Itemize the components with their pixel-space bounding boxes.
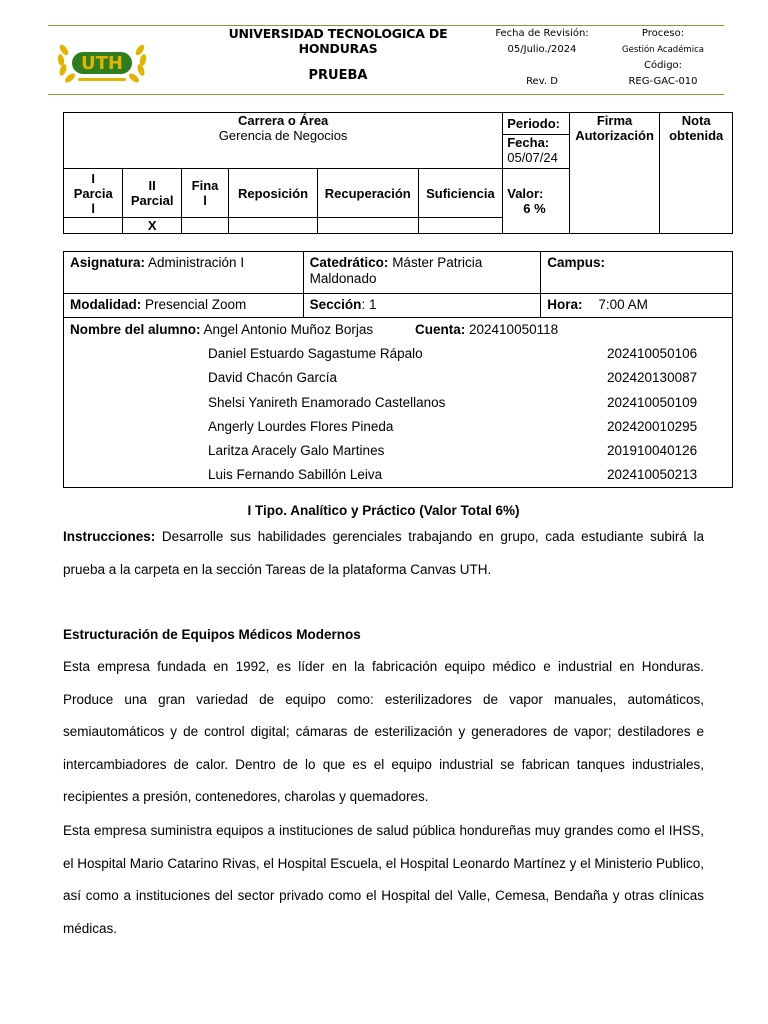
case-title: Estructuración de Equipos Médicos Modernos (63, 627, 361, 642)
student-name-cell (70, 346, 553, 362)
fecha-value: 05/07/24 (507, 150, 558, 165)
seccion-cell (303, 294, 541, 318)
valor-value: 6 % (523, 201, 546, 216)
student-name-cell (70, 370, 553, 386)
case-paragraph-1: Esta empresa fundada en 1992, es líder en la fabricación equipo médico e industrial en Honduras. Produce una gran variedad de equipo como: esterilizadores de vapor manuales, automáticos, semiautomáticos y de control digital; cámaras de esterilización y generadores de vapor; destiladores e intercambiadores de calor. Dentro de lo que es el equipo industrial se fabrican tanques industriales, recipientes a presión, contenedores, charolas y quemadores. (63, 659, 704, 804)
code-label: Código: (643, 60, 683, 71)
student-row (70, 439, 726, 463)
modalidad-label: Modalidad: (70, 297, 142, 312)
student-name: Angel Antonio Muñoz Borjas (203, 322, 374, 338)
col-final: Fina l (181, 169, 228, 218)
mark-i-parcial (64, 218, 123, 234)
col-ii-parcial: II Parcial (123, 169, 181, 218)
mark-reposicion (229, 218, 318, 234)
nota-label: Nota obtenida (660, 113, 733, 234)
student-name-cell (70, 467, 553, 483)
campus-label: Campus: (547, 255, 606, 270)
catedratico-label: Catedrático: (309, 255, 389, 270)
hora-cell (541, 294, 733, 318)
student-account: 202410050118 (469, 322, 559, 338)
student-row (70, 342, 726, 366)
process-label: Proceso: (641, 28, 685, 39)
revision-date-label: Fecha de Revisión: (495, 28, 589, 39)
col-i-parcial: I Parcia l (64, 169, 123, 218)
area-cell (64, 113, 503, 169)
process-value: Gestión Académica (622, 45, 704, 55)
area-value: Gerencia de Negocios (218, 128, 348, 143)
catedratico-cell (303, 252, 541, 294)
asignatura-value: Administración I (148, 255, 245, 270)
university-name: UNIVERSIDAD TECNOLOGICA DE HONDURAS (228, 26, 448, 56)
student-account-cell (553, 467, 697, 483)
case-paragraph-2: Esta empresa suministra equipos a instituciones de salud pública hondureñas muy grandes como el IHSS, el Hospital Mario Catarino Rivas, el Hospital Escuela, el Hospital Leonardo Martínez y el Ministerio Publico, así como a instituciones del sector privado como el Hospital del Valle, Cemesa, Bendaña y otras clínicas médicas. (63, 823, 704, 936)
student-account: 202410050109 (607, 394, 698, 410)
student-name-cell (70, 419, 553, 435)
catedratico-value: Máster Patricia Maldonado (309, 255, 483, 286)
student-name-cell (70, 443, 553, 459)
student-account-cell (553, 370, 697, 386)
course-info-table (63, 251, 733, 488)
periodo-label: Periodo: (503, 113, 569, 135)
mark-final (181, 218, 228, 234)
student-account-cell (553, 443, 697, 459)
process-block (602, 26, 724, 90)
cuenta-label: Cuenta: (415, 322, 466, 338)
document-header (48, 24, 724, 94)
logo-text: UTH (81, 53, 123, 74)
student-account-cell (415, 322, 558, 338)
firma-label: Firma Autorización (569, 113, 660, 234)
fecha-label: Fecha: (507, 135, 550, 150)
instructions-text: Desarrolle sus habilidades gerenciales trabajando en grupo, cada estudiante subirá la prueba a la carpeta en la sección Tareas de la plataforma Canvas UTH. (63, 529, 704, 577)
section-title: I Tipo. Analítico y Práctico (Valor Total 6%) (247, 503, 520, 518)
student-name-cell (70, 322, 415, 338)
student-account: 202420010295 (607, 418, 698, 434)
area-label: Carrera o Área (237, 113, 329, 128)
student-row (70, 463, 726, 487)
student-name: Angerly Lourdes Flores Pineda (208, 418, 394, 434)
code-value: REG-GAC-010 (628, 76, 698, 87)
col-reposicion: Reposición (229, 169, 318, 218)
revision-number: Rev. D (526, 76, 558, 87)
student-name: Daniel Estuardo Sagastume Rápalo (208, 346, 423, 362)
mark-suficiencia (418, 218, 503, 234)
col-recuperacion: Recuperación (317, 169, 418, 218)
uth-logo (54, 32, 150, 90)
asignatura-cell (64, 252, 304, 294)
valor-label: Valor: (507, 186, 544, 201)
seccion-label: Sección (309, 297, 362, 312)
student-account-cell (553, 395, 697, 411)
mark-ii-parcial: X (123, 218, 181, 234)
col-suficiencia: Suficiencia (418, 169, 503, 218)
student-name: Laritza Aracely Galo Martines (208, 443, 385, 459)
student-name: Luis Fernando Sabillón Leiva (208, 467, 383, 483)
students-cell (64, 318, 733, 488)
student-row (70, 391, 726, 415)
student-name-cell (70, 395, 553, 411)
modalidad-value: Presencial Zoom (145, 297, 247, 312)
student-row (70, 318, 726, 342)
instructions (63, 521, 704, 586)
hora-value: 7:00 AM (598, 297, 648, 312)
modalidad-cell (64, 294, 304, 318)
student-account: 202420130087 (607, 370, 698, 386)
hora-label: Hora: (547, 297, 583, 312)
fecha-cell (503, 135, 569, 169)
student-list (70, 318, 726, 487)
student-account: 202410050106 (607, 346, 698, 362)
header-bottom-rule (48, 94, 724, 95)
student-account: 201910040126 (607, 443, 698, 459)
valor-cell (503, 169, 569, 234)
student-row (70, 366, 726, 390)
alumno-label: Nombre del alumno: (70, 322, 201, 338)
student-account-cell (553, 419, 697, 435)
revision-date: 05/Julio./2024 (507, 44, 577, 55)
campus-cell (541, 252, 733, 294)
document-title: PRUEBA (308, 68, 368, 83)
instructions-label: Instrucciones: (63, 529, 156, 544)
student-row (70, 415, 726, 439)
student-name: David Chacón García (208, 370, 338, 386)
mark-recuperacion (317, 218, 418, 234)
student-account: 202410050213 (607, 467, 698, 483)
seccion-value: : 1 (361, 297, 377, 312)
student-account-cell (553, 346, 697, 362)
grade-table (63, 112, 733, 234)
asignatura-label: Asignatura: (70, 255, 146, 270)
revision-block (482, 26, 602, 90)
student-name: Shelsi Yanireth Enamorado Castellanos (208, 394, 446, 410)
